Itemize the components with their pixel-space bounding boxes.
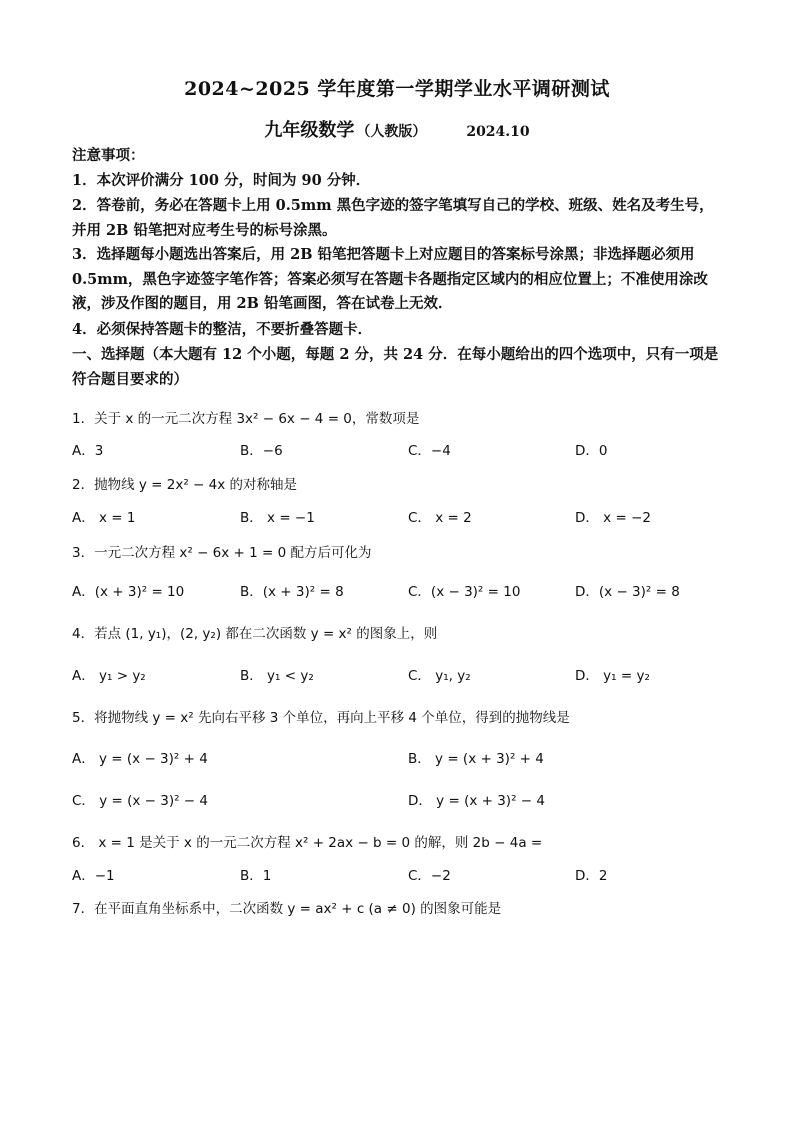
notice-item-2: 2．答卷前，务必在答题卡上用 0.5mm 黑色字迹的签字笔填写自己的学校、班级、姓名及考生号，并用 2B 铅笔把对应考生号的标号涂黑。 — [72, 197, 714, 239]
question-6-option-d: D．2 — [575, 868, 608, 884]
question-4-option-b: B． y₁ < y₂ — [240, 668, 314, 684]
question-2-option-a: A． x = 1 — [72, 510, 136, 526]
notice-item-4: 4．必须保持答题卡的整洁，不要折叠答题卡． — [72, 321, 373, 338]
question-4-stem: 4．若点 (1, y₁)，(2, y₂) 都在二次函数 y = x² 的图象上，则 — [72, 626, 438, 642]
question-6-option-a: A．−1 — [72, 868, 115, 884]
exam-title: 2024~2025 学年度第一学期学业水平调研测试 — [184, 78, 610, 100]
question-3-option-d: D．(x − 3)² = 8 — [575, 584, 680, 600]
question-1-option-d: D．0 — [575, 443, 608, 459]
question-1-stem: 1．关于 x 的一元二次方程 3x² − 6x − 4 = 0，常数项是 — [72, 411, 420, 427]
question-2-stem: 2．抛物线 y = 2x² − 4x 的对称轴是 — [72, 477, 298, 493]
subject-label: 九年级数学 — [264, 120, 355, 141]
question-1-option-a: A．3 — [72, 443, 104, 459]
question-5-option-d: D． y = (x + 3)² − 4 — [408, 793, 545, 809]
exam-date: 2024.10 — [466, 124, 530, 140]
question-6-option-b: B．1 — [240, 868, 272, 884]
question-2-option-c: C． x = 2 — [408, 510, 472, 526]
notice-item-1: 1．本次评价满分 100 分，时间为 90 分钟． — [72, 172, 371, 189]
question-3-option-a: A．(x + 3)² = 10 — [72, 584, 185, 600]
question-5-option-b: B． y = (x + 3)² + 4 — [408, 751, 544, 767]
question-3-option-c: C．(x − 3)² = 10 — [408, 584, 521, 600]
exam-subtitle — [0, 116, 794, 142]
question-5-option-c: C． y = (x − 3)² − 4 — [72, 793, 209, 809]
question-6-stem: 6． x = 1 是关于 x 的一元二次方程 x² + 2ax − b = 0 的解，则 2b − 4a = — [72, 835, 543, 851]
question-5-option-a: A． y = (x − 3)² + 4 — [72, 751, 208, 767]
notice-item-3: 3．选择题每小题选出答案后，用 2B 铅笔把答题卡上对应题目的答案标号涂黑；非选择题必须用 0.5mm，黑色字迹签字笔作答；答案必须写在答题卡各题指定区域内的相应位置上；不准使用涂改液，涉及作图的题目，用 2B 铅笔画图，答在试卷上无效． — [72, 246, 708, 312]
section-heading: 一、选择题（本大题有 12 个小题，每题 2 分，共 24 分．在每小题给出的四个选项中，只有一项是符合题目要求的） — [72, 346, 719, 388]
question-3-option-b: B．(x + 3)² = 8 — [240, 584, 344, 600]
question-4-option-c: C． y₁, y₂ — [408, 668, 471, 684]
question-6-option-c: C．−2 — [408, 868, 451, 884]
notice-heading: 注意事项： — [72, 147, 145, 164]
question-4-option-d: D． y₁ = y₂ — [575, 668, 650, 684]
edition-label: （人教版） — [356, 124, 427, 140]
question-1-option-b: B．−6 — [240, 443, 283, 459]
question-2-option-d: D． x = −2 — [575, 510, 651, 526]
question-4-option-a: A． y₁ > y₂ — [72, 668, 146, 684]
question-2-option-b: B． x = −1 — [240, 510, 315, 526]
question-1-option-c: C．−4 — [408, 443, 451, 459]
question-5-stem: 5．将抛物线 y = x² 先向右平移 3 个单位，再向上平移 4 个单位，得到的抛物线是 — [72, 710, 570, 726]
question-7-stem: 7．在平面直角坐标系中，二次函数 y = ax² + c (a ≠ 0) 的图象可能是 — [72, 901, 502, 917]
question-3-stem: 3．一元二次方程 x² − 6x + 1 = 0 配方后可化为 — [72, 545, 372, 561]
